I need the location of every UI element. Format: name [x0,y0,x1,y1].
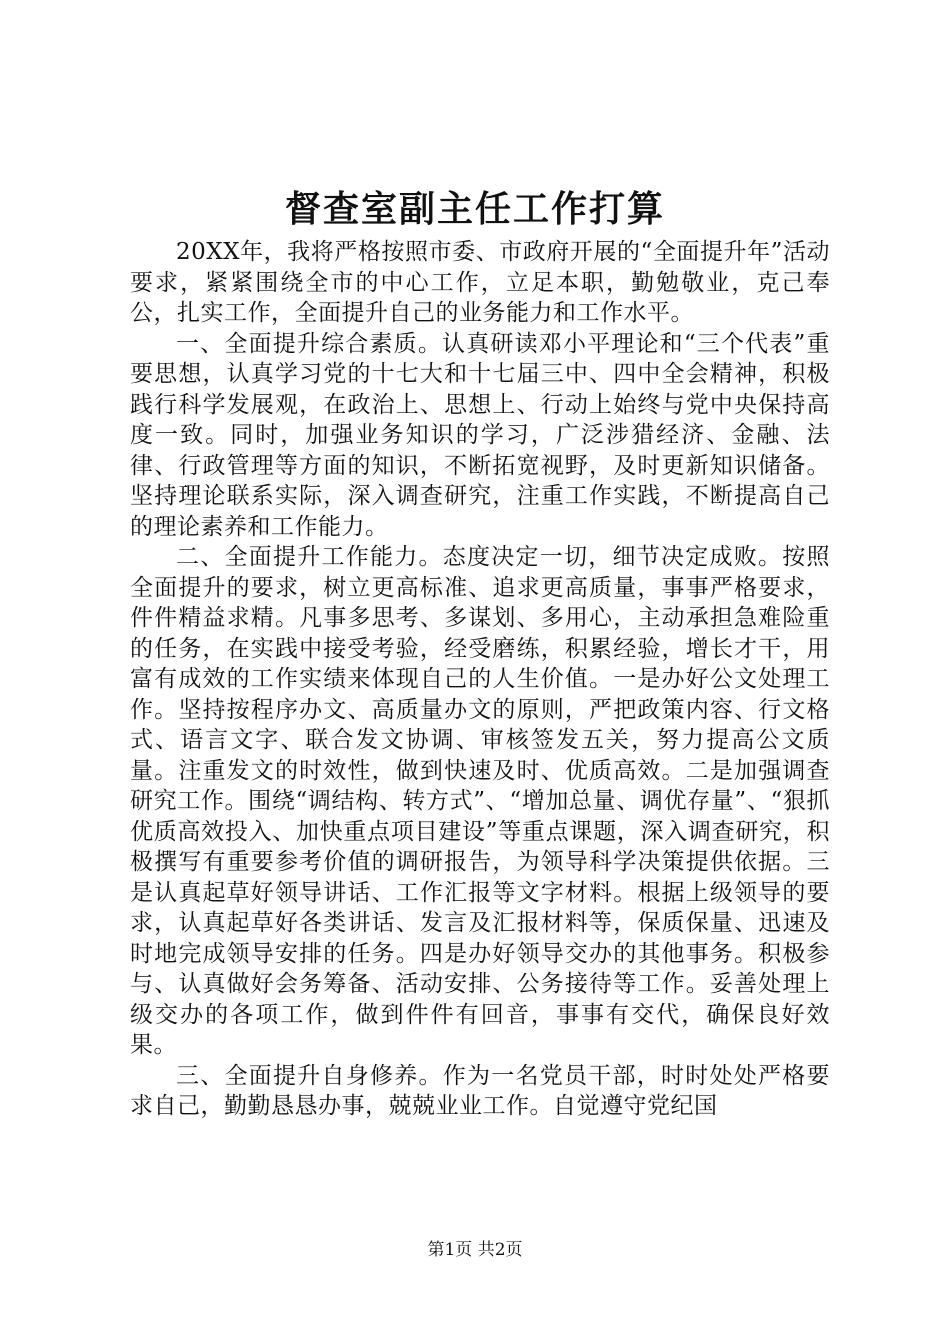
page-number-footer: 第1页 共2页 [427,1240,523,1260]
paragraph-section-3: 三、全面提升自身修养。作为一名党员干部，时时处处严格要求自己，勤勤恳恳办事，兢兢业业工作。自觉遵守党纪国 [130,1062,830,1119]
paragraph-section-2: 二、全面提升工作能力。态度决定一切，细节决定成败。按照全面提升的要求，树立更高标准、追求更高质量，事事严格要求，件件精益求精。凡事多思考、多谋划、多用心，主动承担急难险重的任务，在实践中接受考验，经受磨练，积累经验，增长才干，用富有成效的工作实绩来体现自己的人生价值。一是办好公文处理工作。坚持按程序办文、高质量办文的原则，严把政策内容、行文格式、语言文字、联合发文协调、审核签发五关，努力提高公文质量。注重发文的时效性，做到快速及时、优质高效。二是加强调查研究工作。围绕“调结构、转方式”、“增加总量、调优存量”、“狠抓优质高效投入、加快重点项目建设”等重点课题，深入调查研究，积极撰写有重要参考价值的调研报告，为领导科学决策提供依据。三是认真起草好领导讲话、工作汇报等文字材料。根据上级领导的要求，认真起草好各类讲话、发言及汇报材料等，保质保量、迅速及时地完成领导安排的任务。四是办好领导交办的其他事务。积极参与、认真做好会务筹备、活动安排、公务接待等工作。妥善处理上级交办的各项工作，做到件件有回音，事事有交代，确保良好效果。 [130,544,830,1058]
paragraph-section-1: 一、全面提升综合素质。认真研读邓小平理论和“三个代表”重要思想，认真学习党的十七大和十七届三中、四中全会精神，积极践行科学发展观，在政治上、思想上、行动上始终与党中央保持高度一致。同时，加强业务知识的学习，广泛涉猎经济、金融、法律、行政管理等方面的知识，不断拓宽视野，及时更新知识储备。坚持理论联系实际，深入调查研究，注重工作实践，不断提高自己的理论素养和工作能力。 [130,330,830,540]
document-title: 督查室副主任工作打算 [284,188,665,230]
paragraph-intro: 20XX年，我将严格按照市委、市政府开展的“全面提升年”活动要求，紧紧围绕全市的中心工作，立足本职，勤勉敬业，克己奉公，扎实工作，全面提升自己的业务能力和工作水平。 [130,239,830,326]
document-body [130,237,830,1122]
